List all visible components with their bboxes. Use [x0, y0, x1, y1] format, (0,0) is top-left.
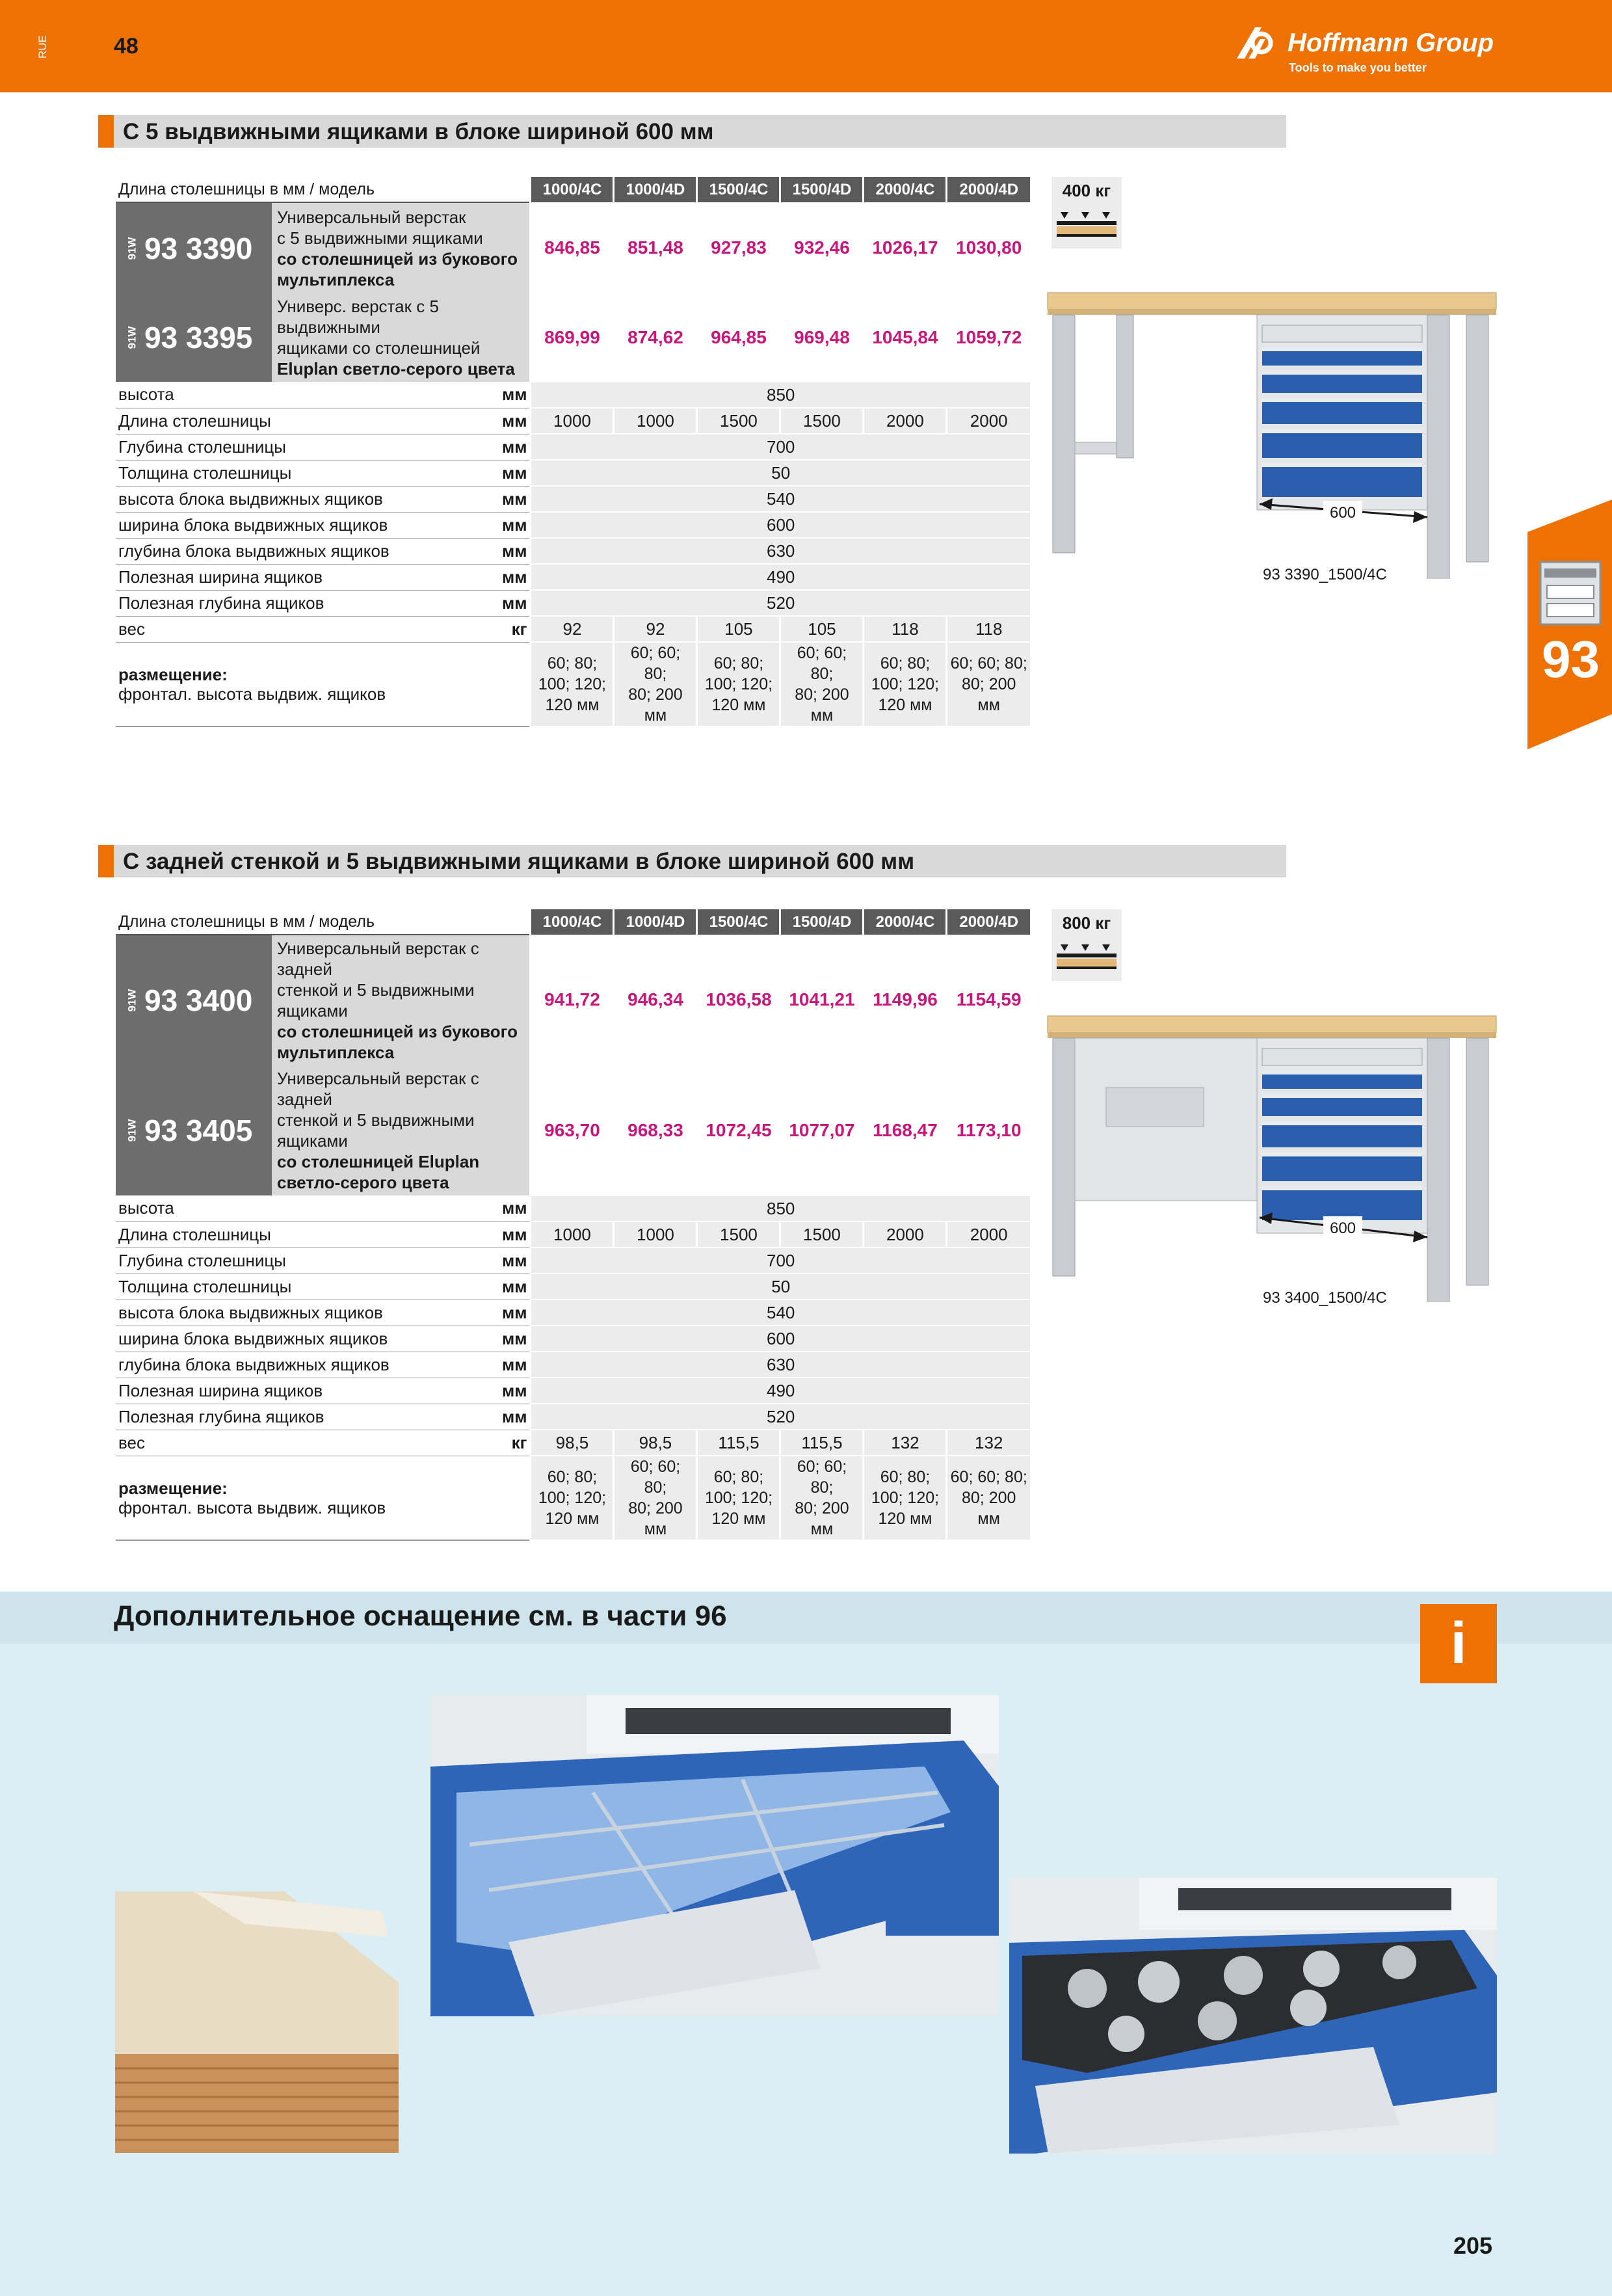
spec-row	[116, 382, 1030, 408]
spec-row	[116, 616, 1030, 642]
placement-line: 60; 60; 80;	[950, 654, 1027, 673]
placement-line: 100; 120;	[704, 675, 773, 693]
placement-line: 80; 200	[962, 1489, 1016, 1507]
model-column-header: 1000/4D	[614, 909, 697, 935]
placement-line: мм	[977, 1510, 1000, 1528]
spec-value: 118	[864, 616, 947, 642]
spec-label: Полезная ширина ящиков	[116, 1378, 499, 1404]
spec-label: глубина блока выдвижных ящиков	[116, 538, 499, 564]
spec-label: ширина блока выдвижных ящиков	[116, 512, 499, 538]
placement-line: 120 мм	[545, 696, 600, 714]
spec-value: 132	[864, 1430, 947, 1456]
info-icon: i	[1420, 1604, 1497, 1683]
spec-value: 98,5	[614, 1430, 697, 1456]
model-column-header: 1000/4C	[531, 177, 614, 202]
placement-label-bold: размещение:	[118, 1478, 228, 1498]
article-prefix: 91W	[126, 989, 139, 1012]
placement-line: 120 мм	[711, 1510, 766, 1528]
article-number-cell	[116, 1065, 272, 1195]
section2-title: С задней стенкой и 5 выдвижными ящиками в блоке шириной 600 мм	[123, 849, 915, 874]
description-line-bold: мультиплекса	[277, 269, 395, 289]
product-description	[272, 293, 531, 382]
spec-value: 92	[531, 616, 614, 642]
spec-unit: мм	[499, 408, 531, 434]
spec-row	[116, 460, 1030, 486]
spec-label: Толщина столешницы	[116, 1274, 499, 1300]
placement-line: 80; 200	[628, 686, 683, 704]
spec-label: Полезная глубина ящиков	[116, 590, 499, 616]
placement-row	[116, 642, 1030, 727]
description-line: ящиками	[277, 1131, 348, 1151]
placement-line: 60; 80;	[547, 1468, 598, 1486]
brand-tagline: Tools to make you better	[1289, 61, 1427, 74]
placement-line: 120 мм	[711, 696, 766, 714]
spec-unit: кг	[499, 1430, 531, 1456]
spec-value: 1000	[531, 1221, 614, 1248]
placement-line: 80; 200	[628, 1499, 683, 1517]
page-number: 205	[1453, 2232, 1493, 2259]
spec-label: высота	[116, 382, 499, 408]
spec-value: 540	[531, 486, 1030, 512]
load-shelf-icon	[1057, 207, 1117, 239]
spec-value: 92	[614, 616, 697, 642]
placement-line: 100; 120;	[871, 1489, 940, 1507]
spec-unit: мм	[499, 564, 531, 590]
spec-value: 2000	[864, 1221, 947, 1248]
catalog-page-number: 48	[114, 34, 139, 59]
placement-value	[531, 642, 614, 727]
description-line-bold: мультиплекса	[277, 1043, 395, 1062]
description-line: стенкой и 5 выдвижными	[277, 1110, 475, 1130]
section1-heading	[98, 115, 1286, 148]
spec-value: 1500	[697, 408, 780, 434]
description-line: Универс. верстак с 5 выдвижными	[277, 297, 439, 337]
placement-label	[116, 642, 531, 727]
placement-value	[697, 1456, 780, 1540]
model-column-header: 2000/4C	[864, 909, 947, 935]
price-cell: 869,99	[531, 293, 614, 382]
spec-value: 50	[531, 1274, 1030, 1300]
price-cell: 927,83	[697, 202, 780, 293]
placement-line: 100; 120;	[538, 1489, 607, 1507]
drawer-dividers-photo	[430, 1695, 999, 2016]
spec-row	[116, 1248, 1030, 1274]
spec-value: 850	[531, 382, 1030, 408]
placement-line: 60; 60; 80;	[630, 644, 681, 683]
price-cell: 932,46	[780, 202, 864, 293]
placement-line: 60; 60; 80;	[797, 644, 847, 683]
placement-value	[780, 642, 864, 727]
placement-line: 120 мм	[878, 696, 932, 714]
spec-value: 115,5	[697, 1430, 780, 1456]
spec-row	[116, 564, 1030, 590]
section1-title: С 5 выдвижными ящиками в блоке шириной 600 мм	[123, 119, 714, 144]
spec-row	[116, 1404, 1030, 1430]
spec-value: 2000	[947, 408, 1030, 434]
placement-value	[614, 642, 697, 727]
placement-value	[614, 1456, 697, 1540]
product-row	[116, 935, 1030, 1065]
spec-unit: мм	[499, 1326, 531, 1352]
spec-value: 540	[531, 1300, 1030, 1326]
spec-value: 1500	[780, 408, 864, 434]
placement-line: 100; 120;	[538, 675, 607, 693]
spec-row	[116, 538, 1030, 564]
section2-heading	[98, 845, 1286, 877]
description-line: Универсальный верстак с задней	[277, 1069, 479, 1109]
spec-label: Глубина столешницы	[116, 434, 499, 460]
language-code: RUE	[36, 35, 49, 59]
description-line-bold: со столешницей из букового	[277, 248, 518, 269]
placement-line: 80; 200	[795, 1499, 849, 1517]
spec-value: 98,5	[531, 1430, 614, 1456]
spec-row	[116, 1195, 1030, 1221]
price-cell: 846,85	[531, 202, 614, 293]
placement-line: мм	[810, 1520, 834, 1538]
spec-unit: мм	[499, 1221, 531, 1248]
article-prefix: 91W	[126, 1119, 139, 1142]
price-cell: 1030,80	[947, 202, 1030, 293]
article-number-cell	[116, 202, 272, 293]
spec-row	[116, 590, 1030, 616]
spec-value: 1000	[614, 1221, 697, 1248]
logo-mark-icon	[1235, 23, 1281, 60]
price-cell: 1041,21	[780, 935, 864, 1065]
chapter-number: 93	[1542, 630, 1600, 688]
spec-value: 630	[531, 538, 1030, 564]
spec-value: 520	[531, 590, 1030, 616]
spec-row	[116, 1274, 1030, 1300]
spec-value: 1500	[780, 1221, 864, 1248]
spec-label: Длина столешницы	[116, 408, 499, 434]
spec-row	[116, 512, 1030, 538]
placement-line: 80; 200	[962, 675, 1016, 693]
spec-row	[116, 408, 1030, 434]
section1-image-caption: 93 3390_1500/4C	[1263, 566, 1387, 583]
spec-label: ширина блока выдвижных ящиков	[116, 1326, 499, 1352]
placement-line: 80; 200	[795, 686, 849, 704]
spec-value: 118	[947, 616, 1030, 642]
model-column-header: 1000/4D	[614, 177, 697, 202]
model-column-header: 2000/4C	[864, 177, 947, 202]
article-prefix: 91W	[126, 237, 139, 260]
article-number: 93 3390	[144, 231, 253, 265]
spec-label: Глубина столешницы	[116, 1248, 499, 1274]
model-column-header: 1500/4D	[780, 909, 864, 935]
placement-value	[531, 1456, 614, 1540]
article-number-cell	[116, 935, 272, 1065]
price-cell: 1059,72	[947, 293, 1030, 382]
description-line: ящиками со столешницей	[277, 338, 481, 358]
placement-line: 100; 120;	[871, 675, 940, 693]
spec-value: 132	[947, 1430, 1030, 1456]
spec-unit: мм	[499, 1352, 531, 1378]
spec-row	[116, 1430, 1030, 1456]
article-number: 93 3405	[144, 1114, 253, 1147]
eluplan-worktop-photo	[115, 1885, 399, 2153]
spec-unit: мм	[499, 434, 531, 460]
dimension-label: 600	[1329, 1220, 1356, 1237]
model-column-header: 1000/4C	[531, 909, 614, 935]
placement-line: 120 мм	[878, 1510, 932, 1528]
spec-row	[116, 1300, 1030, 1326]
load-shelf-icon	[1057, 939, 1117, 972]
spec-row	[116, 1378, 1030, 1404]
spec-value: 50	[531, 460, 1030, 486]
description-line: стенкой и 5 выдвижными	[277, 980, 475, 1000]
chapter-side-tab[interactable]	[1527, 500, 1612, 749]
spec-unit: мм	[499, 1195, 531, 1221]
spec-value: 700	[531, 1248, 1030, 1274]
spec-label: Толщина столешницы	[116, 460, 499, 486]
heading-accent-bar	[98, 845, 114, 877]
description-line: Универсальный верстак	[277, 207, 466, 227]
spec-unit: мм	[499, 486, 531, 512]
article-prefix: 91W	[126, 326, 139, 349]
spec-row	[116, 1326, 1030, 1352]
spec-value: 2000	[947, 1221, 1030, 1248]
placement-line: 100; 120;	[704, 1489, 773, 1507]
placement-line: мм	[977, 696, 1000, 714]
product-row	[116, 202, 1030, 293]
product-description	[272, 202, 531, 293]
load-capacity: 800 кг	[1062, 913, 1111, 933]
product-description	[272, 935, 531, 1065]
description-line: Универсальный верстак с задней	[277, 939, 479, 979]
table-header-row	[116, 177, 1030, 202]
spec-value: 1000	[614, 408, 697, 434]
spec-label: высота блока выдвижных ящиков	[116, 486, 499, 512]
description-line: с 5 выдвижными ящиками	[277, 228, 483, 248]
spec-unit: мм	[499, 1404, 531, 1430]
placement-line: мм	[644, 1520, 667, 1538]
placement-line: 60; 60; 80;	[950, 1468, 1027, 1486]
spec-unit: мм	[499, 590, 531, 616]
placement-line: 60; 80;	[880, 1468, 931, 1486]
spec-label: Длина столешницы	[116, 1221, 499, 1248]
header-label: Длина столешницы в мм / модель	[116, 909, 531, 935]
article-number: 93 3395	[144, 321, 253, 354]
placement-label	[116, 1456, 531, 1540]
spec-unit: мм	[499, 538, 531, 564]
placement-label-text: фронтал. высота выдвиж. ящиков	[118, 684, 386, 704]
price-cell: 1173,10	[947, 1065, 1030, 1195]
spec-value: 2000	[864, 408, 947, 434]
spec-label: высота блока выдвижных ящиков	[116, 1300, 499, 1326]
price-cell: 874,62	[614, 293, 697, 382]
placement-line: 60; 80;	[880, 654, 931, 673]
spec-value: 700	[531, 434, 1030, 460]
spec-unit: мм	[499, 512, 531, 538]
workbench-image-1	[1044, 286, 1499, 579]
description-line-bold: со столешницей Eluplan	[277, 1152, 480, 1171]
placement-value	[864, 642, 947, 727]
spec-value: 520	[531, 1404, 1030, 1430]
spec-label: высота	[116, 1195, 499, 1221]
price-cell: 1149,96	[864, 935, 947, 1065]
price-cell: 963,70	[531, 1065, 614, 1195]
spec-row	[116, 1221, 1030, 1248]
spec-value: 600	[531, 512, 1030, 538]
price-cell: 1026,17	[864, 202, 947, 293]
article-number: 93 3400	[144, 983, 253, 1017]
spec-unit: мм	[499, 1274, 531, 1300]
spec-value: 600	[531, 1326, 1030, 1352]
spec-label: глубина блока выдвижных ящиков	[116, 1352, 499, 1378]
section1-spec-table	[116, 177, 1030, 727]
price-cell: 1036,58	[697, 935, 780, 1065]
load-capacity: 400 кг	[1062, 181, 1111, 200]
side-tab-shape	[1527, 500, 1612, 749]
model-column-header: 1500/4D	[780, 177, 864, 202]
spec-row	[116, 486, 1030, 512]
spec-value: 630	[531, 1352, 1030, 1378]
drawer-inserts-photo	[1009, 1878, 1497, 2154]
dimension-label: 600	[1329, 504, 1356, 522]
price-cell: 941,72	[531, 935, 614, 1065]
model-column-header: 2000/4D	[947, 909, 1030, 935]
section2-load-badge	[1051, 909, 1122, 981]
placement-value	[780, 1456, 864, 1540]
spec-unit: кг	[499, 616, 531, 642]
placement-line: 120 мм	[545, 1510, 600, 1528]
spec-value: 490	[531, 1378, 1030, 1404]
price-cell: 1045,84	[864, 293, 947, 382]
price-cell: 946,34	[614, 935, 697, 1065]
placement-value	[697, 642, 780, 727]
section2-image-caption: 93 3400_1500/4C	[1263, 1289, 1387, 1307]
description-line-bold: светло-серого цвета	[277, 1173, 449, 1192]
section2-spec-table	[116, 909, 1030, 1541]
placement-row	[116, 1456, 1030, 1540]
placement-label-text: фронтал. высота выдвиж. ящиков	[118, 1497, 386, 1517]
placement-label-bold: размещение:	[118, 664, 228, 684]
price-cell: 1168,47	[864, 1065, 947, 1195]
article-number-cell	[116, 293, 272, 382]
spec-unit: мм	[499, 460, 531, 486]
table-header-row	[116, 909, 1030, 935]
spec-value: 115,5	[780, 1430, 864, 1456]
description-line: ящиками	[277, 1001, 348, 1021]
price-cell: 1154,59	[947, 935, 1030, 1065]
placement-value	[947, 642, 1030, 727]
placement-line: 60; 80;	[713, 1468, 764, 1486]
model-column-header: 1500/4C	[697, 909, 780, 935]
price-cell: 964,85	[697, 293, 780, 382]
placement-value	[947, 1456, 1030, 1540]
spec-unit: мм	[499, 1378, 531, 1404]
price-cell: 1077,07	[780, 1065, 864, 1195]
spec-unit: мм	[499, 1248, 531, 1274]
model-column-header: 1500/4C	[697, 177, 780, 202]
product-description	[272, 1065, 531, 1195]
spec-value: 490	[531, 564, 1030, 590]
price-cell: 968,33	[614, 1065, 697, 1195]
model-column-header: 2000/4D	[947, 177, 1030, 202]
brand-name: Hoffmann Group	[1288, 29, 1494, 57]
placement-value	[864, 1456, 947, 1540]
spec-label: вес	[116, 616, 499, 642]
spec-value: 1000	[531, 408, 614, 434]
spec-value: 105	[780, 616, 864, 642]
placement-line: 60; 60; 80;	[797, 1458, 847, 1497]
spec-unit: мм	[499, 1300, 531, 1326]
hoffmann-logo	[1235, 23, 1496, 75]
spec-row	[116, 1352, 1030, 1378]
spec-value: 850	[531, 1195, 1030, 1221]
header-label: Длина столешницы в мм / модель	[116, 177, 531, 202]
placement-line: мм	[810, 706, 834, 725]
spec-label: вес	[116, 1430, 499, 1456]
spec-value: 105	[697, 616, 780, 642]
price-cell: 969,48	[780, 293, 864, 382]
price-cell: 851,48	[614, 202, 697, 293]
spec-label: Полезная глубина ящиков	[116, 1404, 499, 1430]
description-line-bold: Eluplan светло-серого цвета	[277, 359, 515, 379]
workbench-image-2	[1044, 1009, 1499, 1302]
placement-line: 60; 80;	[547, 654, 598, 673]
description-line-bold: со столешницей из букового	[277, 1022, 518, 1041]
accessories-reference: Дополнительное оснащение см. в части 96	[114, 1600, 727, 1632]
spec-value: 1500	[697, 1221, 780, 1248]
price-cell: 1072,45	[697, 1065, 780, 1195]
spec-row	[116, 434, 1030, 460]
spec-unit: мм	[499, 382, 531, 408]
spec-label: Полезная ширина ящиков	[116, 564, 499, 590]
placement-line: мм	[644, 706, 667, 725]
placement-line: 60; 80;	[713, 654, 764, 673]
section1-load-badge	[1051, 177, 1122, 248]
heading-accent-bar	[98, 115, 114, 148]
placement-line: 60; 60; 80;	[630, 1458, 681, 1497]
product-row	[116, 1065, 1030, 1195]
product-row	[116, 293, 1030, 382]
